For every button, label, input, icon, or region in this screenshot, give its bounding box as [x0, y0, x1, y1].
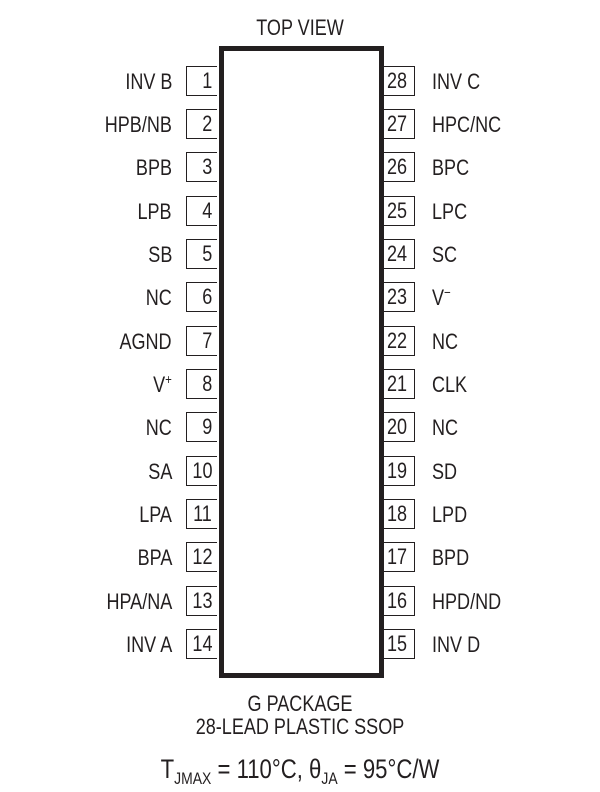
pin-27-box [384, 109, 415, 139]
pin-2-box [186, 109, 217, 139]
pin-name: V [153, 371, 166, 397]
pin-13-label [106, 588, 172, 614]
pin-name: LPB [137, 198, 172, 224]
pin-name-superscript: + [165, 370, 172, 387]
pin-name: BPC [432, 155, 470, 181]
pin-name: SC [432, 241, 458, 267]
pin-6-box [186, 282, 217, 312]
pin-22-label [432, 328, 459, 354]
pin-4-box [186, 196, 217, 226]
pin-number: 18 [387, 501, 408, 526]
pin-name: NC [145, 285, 172, 311]
pin-name: CLK [432, 371, 468, 397]
pin-name: NC [145, 415, 172, 441]
pin-number: 7 [201, 327, 212, 353]
pin-name: LPD [432, 502, 468, 527]
pin-name: BPD [432, 545, 470, 571]
pin-name: NC [432, 415, 459, 441]
pin-5-box [186, 239, 217, 269]
pin-number: 8 [201, 370, 212, 396]
pin-7-box [186, 326, 217, 356]
pin-name: HPD/ND [432, 588, 502, 614]
pin-19-label [432, 458, 458, 484]
pin-name: SA [147, 458, 172, 484]
thermal-spec [54, 754, 546, 788]
pin-23-box [384, 282, 415, 312]
pin-number: 9 [201, 414, 212, 440]
pin-number: 16 [387, 587, 408, 613]
theta-value: = 95°C/W [337, 754, 440, 784]
pin-12-box [186, 542, 217, 572]
pin-number: 1 [201, 67, 212, 93]
pin-22-box [384, 326, 415, 356]
pin-1-box [186, 66, 217, 96]
tjmax-subscript: JMAX [174, 769, 212, 788]
pin-16-box [384, 586, 415, 616]
pin-27-label [432, 111, 502, 137]
pin-number: 3 [201, 154, 212, 180]
pin-name: HPB/NB [104, 111, 172, 137]
pin-number: 6 [201, 284, 212, 310]
pin-number: 17 [387, 544, 408, 570]
pin-1-label [124, 68, 172, 94]
pin-name: BPA [137, 545, 172, 571]
pin-number: 19 [387, 457, 408, 483]
pin-28-label [432, 68, 481, 94]
pin-name: AGND [119, 328, 172, 354]
pin-20-box [384, 412, 415, 442]
pin-name: NC [432, 328, 459, 354]
ic-package-body [219, 46, 384, 678]
pin-6-label [146, 287, 172, 309]
pin-14-box [186, 629, 217, 659]
pin-number: 2 [201, 110, 212, 136]
tjmax-value: = 110°C, [211, 754, 310, 784]
pin-name: SB [147, 241, 172, 267]
pin-number: 4 [201, 197, 212, 223]
pin-name: HPA/NA [106, 588, 172, 614]
pin-17-label [432, 547, 469, 569]
pin-13-box [186, 586, 217, 616]
pin-26-label [432, 157, 469, 179]
pin-name: SD [432, 458, 458, 484]
pin-name: BPB [135, 155, 172, 181]
pin-name-superscript: − [444, 284, 451, 301]
theta-symbol: θ [309, 754, 322, 784]
pin-name: HPC/NC [432, 111, 502, 137]
pin-number: 10 [191, 457, 212, 483]
pin-25-label [432, 198, 468, 224]
pin-21-box [384, 369, 415, 399]
pin-2-label [104, 111, 172, 137]
pin-17-box [384, 542, 415, 572]
pin-number: 25 [387, 197, 408, 223]
pin-number: 13 [191, 587, 212, 613]
pin-name: INV B [124, 68, 172, 94]
tjmax-symbol: T [160, 754, 175, 784]
package-name: G PACKAGE [247, 691, 353, 716]
pin-8-label [153, 370, 172, 397]
pin-18-label [432, 504, 467, 526]
pin-number: 5 [201, 240, 212, 266]
pin-16-label [432, 588, 502, 614]
pin-number: 21 [387, 370, 408, 396]
pin-14-label [126, 634, 172, 656]
pin-19-box [384, 456, 415, 486]
pin-7-label [119, 328, 172, 354]
pin-4-label [137, 198, 172, 224]
pin-number: 22 [387, 327, 408, 353]
pin-number: 24 [387, 240, 408, 266]
pin-23-label [432, 284, 451, 311]
pin-3-box [186, 152, 217, 182]
pin-25-box [384, 196, 415, 226]
pin-number: 14 [191, 631, 212, 657]
theta-subscript: JA [321, 769, 338, 788]
pin-name: INV D [432, 632, 481, 658]
pin-9-label [146, 417, 172, 439]
pin-21-label [432, 371, 468, 397]
pin-18-box [384, 499, 415, 529]
pin-28-box [384, 66, 415, 96]
pin-26-box [384, 152, 415, 182]
pin-20-label [432, 417, 458, 439]
pin-number: 11 [193, 501, 212, 526]
pin-name: LPA [139, 502, 172, 527]
pin-name: INV C [432, 68, 481, 94]
pin-number: 26 [387, 154, 408, 180]
pin-11-box [186, 499, 217, 529]
pin-15-label [432, 634, 480, 656]
pin-3-label [136, 157, 172, 179]
pin-number: 20 [387, 414, 408, 440]
pin-10-label [147, 458, 172, 484]
pin-11-label [139, 504, 172, 526]
pin-name: LPC [432, 198, 468, 224]
pin-5-label [147, 241, 172, 267]
pin-number: 12 [191, 544, 212, 570]
pin-24-label [432, 241, 458, 267]
pin-number: 27 [387, 110, 408, 136]
pin-24-box [384, 239, 415, 269]
pin-15-box [384, 629, 415, 659]
package-description: 28-LEAD PLASTIC SSOP [195, 714, 405, 739]
pin-number: 15 [387, 631, 408, 657]
pin-number: 28 [387, 67, 408, 93]
pin-12-label [137, 547, 172, 569]
pin-name: INV A [125, 632, 172, 658]
pin-10-box [186, 456, 217, 486]
pin-number: 23 [387, 284, 408, 310]
pin-name: V [432, 285, 445, 311]
pin-9-box [186, 412, 217, 442]
pin-8-box [186, 369, 217, 399]
diagram-title: TOP VIEW [256, 15, 344, 40]
